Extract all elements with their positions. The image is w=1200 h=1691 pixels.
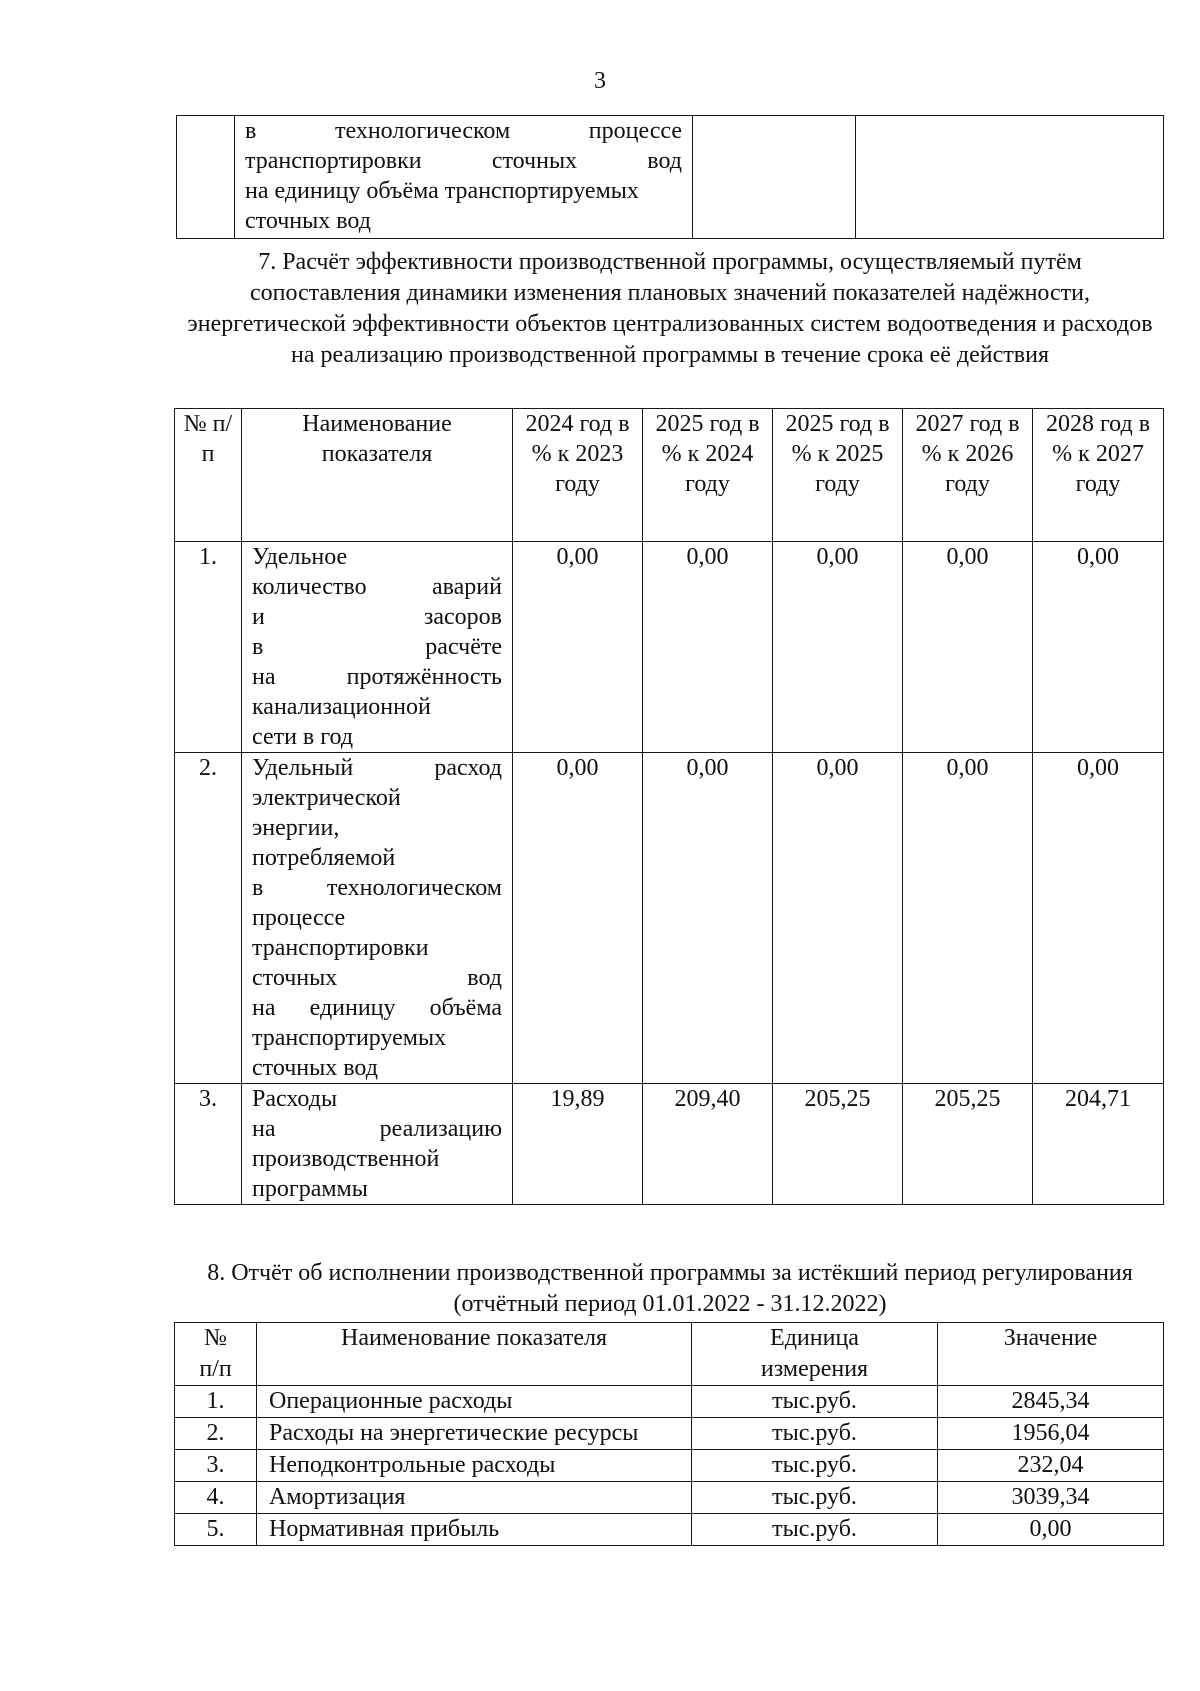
- row-value: 204,71: [1033, 1084, 1164, 1205]
- header-year-1: 2024 год в % к 2023 году: [513, 409, 643, 542]
- header-name: Наименование показателя: [242, 409, 513, 542]
- table-header-row: [175, 409, 1164, 542]
- continuation-table: [176, 115, 1164, 239]
- table-row: [175, 1514, 1164, 1546]
- row-num: 3.: [175, 1084, 242, 1205]
- row-num: 3.: [175, 1450, 257, 1482]
- cell-line: в расчёте: [252, 634, 502, 660]
- row-value: 205,25: [903, 1084, 1033, 1205]
- table-row: [175, 1482, 1164, 1514]
- table-cell: [856, 116, 1164, 239]
- header-year-5: 2028 год в % к 2027 году: [1033, 409, 1164, 542]
- cell-line: на единицу объёма транспортируемых: [245, 178, 639, 204]
- cell-line: на реализацию: [252, 1116, 502, 1142]
- efficiency-table: [174, 408, 1164, 1205]
- row-unit: тыс.руб.: [692, 1482, 938, 1514]
- row-num: 1.: [175, 542, 242, 753]
- cell-line: на протяжённость: [252, 664, 502, 690]
- table-row: [175, 542, 1164, 753]
- row-value: 0,00: [773, 542, 903, 753]
- row-name: [242, 1084, 513, 1205]
- header-year-2: 2025 год в % к 2024 году: [643, 409, 773, 542]
- row-value: 232,04: [938, 1450, 1164, 1482]
- row-name: [242, 753, 513, 1084]
- row-name: Амортизация: [257, 1482, 692, 1514]
- table-row: [175, 1418, 1164, 1450]
- cell-line: на единицу объёма: [252, 995, 502, 1021]
- cell-line: энергии,: [252, 815, 340, 841]
- table-cell: [235, 116, 693, 239]
- row-value: 0,00: [903, 753, 1033, 1084]
- section-7-heading: 7. Расчёт эффективности производственной программы, осуществляемый путём сопоставления динамики изменения плановых значений показателей надёжности, энергетической эффективности объектов централизованных систем водоотведения и расходов на реализацию производственной программы в течение срока её действия: [187, 249, 1153, 368]
- cell-line: в технологическом: [252, 875, 502, 901]
- table-cell: [693, 116, 856, 239]
- header-unit: Единица измерения: [692, 1323, 938, 1386]
- table-row: [175, 753, 1164, 1084]
- row-value: 0,00: [513, 542, 643, 753]
- row-num: 1.: [175, 1386, 257, 1418]
- cell-line: и засоров: [252, 604, 502, 630]
- header-num: № п/п: [175, 409, 242, 542]
- row-value: 3039,34: [938, 1482, 1164, 1514]
- row-unit: тыс.руб.: [692, 1514, 938, 1546]
- cell-line: транспортируемых: [252, 1025, 447, 1051]
- table-row: [175, 1450, 1164, 1482]
- cell-line: процессе: [252, 905, 346, 931]
- row-value: 19,89: [513, 1084, 643, 1205]
- cell-line: потребляемой: [252, 845, 396, 871]
- cell-line: транспортировки сточных вод: [245, 148, 682, 174]
- row-name: Неподконтрольные расходы: [257, 1450, 692, 1482]
- header-num: № п/п: [175, 1323, 257, 1386]
- row-num: 4.: [175, 1482, 257, 1514]
- row-num: 5.: [175, 1514, 257, 1546]
- cell-line: сточных вод: [252, 1055, 378, 1081]
- cell-line: сети в год: [252, 724, 354, 750]
- row-value: 0,00: [643, 753, 773, 1084]
- cell-line: программы: [252, 1176, 368, 1202]
- table-row: [175, 1386, 1164, 1418]
- row-name: Расходы на энергетические ресурсы: [257, 1418, 692, 1450]
- row-value: 0,00: [1033, 753, 1164, 1084]
- row-value: 205,25: [773, 1084, 903, 1205]
- header-value: Значение: [938, 1323, 1164, 1386]
- cell-line: в технологическом процессе: [245, 118, 682, 144]
- cell-line: сточных вод: [252, 965, 502, 991]
- report-table: [174, 1322, 1164, 1546]
- row-value: 1956,04: [938, 1418, 1164, 1450]
- page-number: 3: [594, 68, 606, 94]
- table-row: [177, 116, 1164, 239]
- header-year-3: 2025 год в % к 2025 году: [773, 409, 903, 542]
- header-name: Наименование показателя: [257, 1323, 692, 1386]
- table-row: [175, 1084, 1164, 1205]
- cell-line: Удельное: [252, 544, 348, 570]
- row-value: 0,00: [1033, 542, 1164, 753]
- section-8-heading: 8. Отчёт об исполнении производственной программы за истёкший период регулирования (отчётный период 01.01.2022 - 31.12.2022): [207, 1260, 1133, 1317]
- row-name: [242, 542, 513, 753]
- row-unit: тыс.руб.: [692, 1386, 938, 1418]
- row-num: 2.: [175, 1418, 257, 1450]
- row-num: 2.: [175, 753, 242, 1084]
- table-header-row: [175, 1323, 1164, 1386]
- cell-line: количество аварий: [252, 574, 502, 600]
- header-year-4: 2027 год в % к 2026 году: [903, 409, 1033, 542]
- cell-line: электрической: [252, 785, 401, 811]
- cell-line: сточных вод: [245, 208, 371, 234]
- row-unit: тыс.руб.: [692, 1418, 938, 1450]
- cell-line: производственной: [252, 1146, 440, 1172]
- row-value: 0,00: [903, 542, 1033, 753]
- row-value: 0,00: [513, 753, 643, 1084]
- cell-line: Расходы: [252, 1086, 338, 1112]
- row-value: 0,00: [773, 753, 903, 1084]
- table-cell: [177, 116, 235, 239]
- row-value: 0,00: [643, 542, 773, 753]
- cell-line: Удельный расход: [252, 755, 502, 781]
- row-name: Нормативная прибыль: [257, 1514, 692, 1546]
- cell-line: транспортировки: [252, 935, 429, 961]
- row-value: 209,40: [643, 1084, 773, 1205]
- cell-line: канализационной: [252, 694, 431, 720]
- row-name: Операционные расходы: [257, 1386, 692, 1418]
- row-value: 0,00: [938, 1514, 1164, 1546]
- row-value: 2845,34: [938, 1386, 1164, 1418]
- row-unit: тыс.руб.: [692, 1450, 938, 1482]
